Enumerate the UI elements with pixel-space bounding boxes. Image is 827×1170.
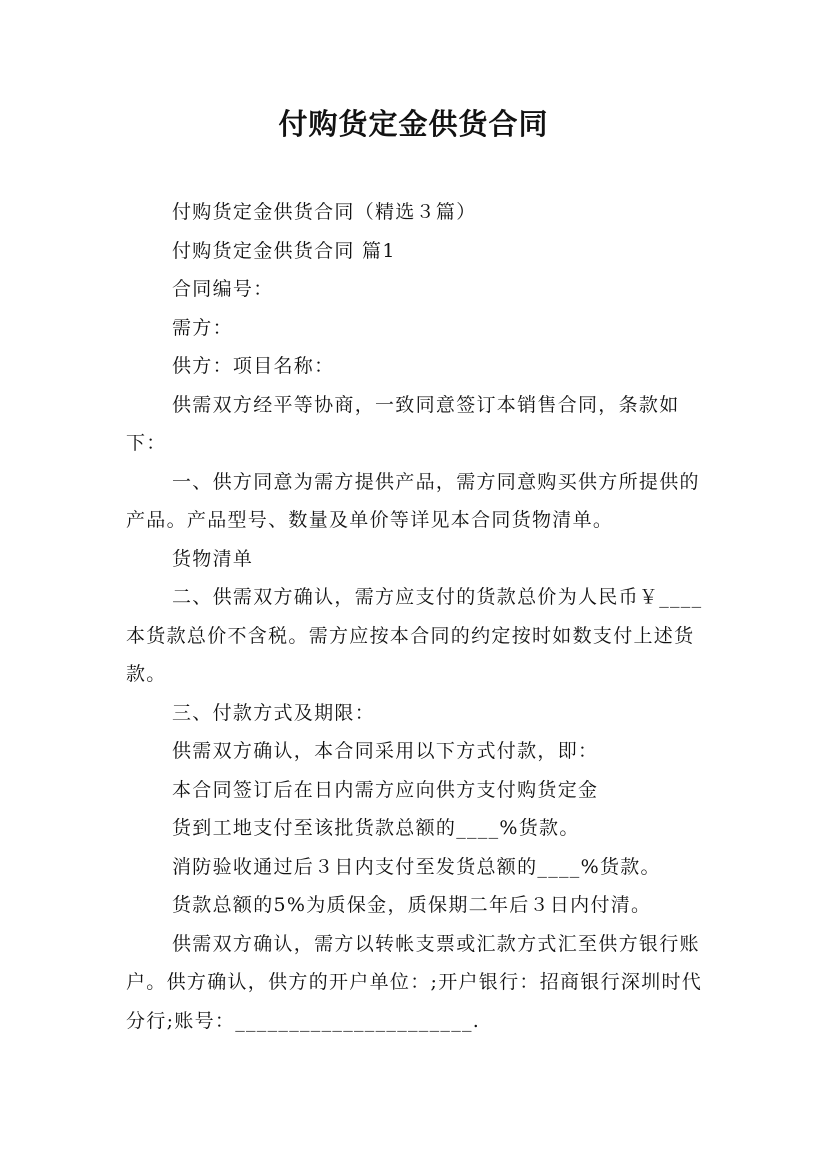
paragraph-buyer: 需方： [172, 316, 233, 339]
paragraph-delivery-payment: 货到工地支付至该批货款总额的____%货款。 [172, 817, 580, 839]
paragraph-supplier: 供方：项目名称： [172, 355, 335, 377]
document-title: 付购货定金供货合同 [278, 107, 549, 141]
paragraph-contract-number: 合同编号： [172, 278, 274, 300]
paragraph-warranty: 货款总额的5%为质保金，质保期二年后３日内付清。 [172, 894, 652, 916]
paragraph-acceptance-payment: 消防验收通过后３日内支付至发货总额的____%货款。 [172, 855, 661, 878]
paragraph-agreement: 供需双方经平等协商，一致同意签订本销售合同，条款如下： [126, 393, 680, 454]
paragraph-payment-method: 供需双方确认，本合同采用以下方式付款，即： [172, 740, 599, 762]
paragraph-subtitle: 付购货定金供货合同（精选３篇） [172, 201, 477, 223]
paragraph-bank-account: 供需双方确认，需方以转帐支票或汇款方式汇至供方银行账户。供方确认，供方的开户单位：;开户银行：招商银行深圳时代分行;账号：______________________. [126, 932, 703, 1032]
paragraph-goods-list: 货物清单 [172, 547, 254, 570]
paragraph-clause-3: 三、付款方式及期限： [172, 701, 376, 724]
paragraph-clause-1: 一、供方同意为需方提供产品，需方同意购买供方所提供的产品。产品型号、数量及单价等详见本合同货物清单。 [126, 470, 700, 531]
paragraph-deposit: 本合同签订后在日内需方应向供方支付购货定金 [172, 778, 599, 801]
paragraph-clause-2: 二、供需双方确认，需方应支付的货款总价为人民币￥____本货款总价不含税。需方应按本合同的约定按时如数支付上述货款。 [126, 586, 703, 685]
document-body [126, 193, 706, 1040]
paragraph-section-heading: 付购货定金供货合同 篇1 [172, 239, 396, 262]
